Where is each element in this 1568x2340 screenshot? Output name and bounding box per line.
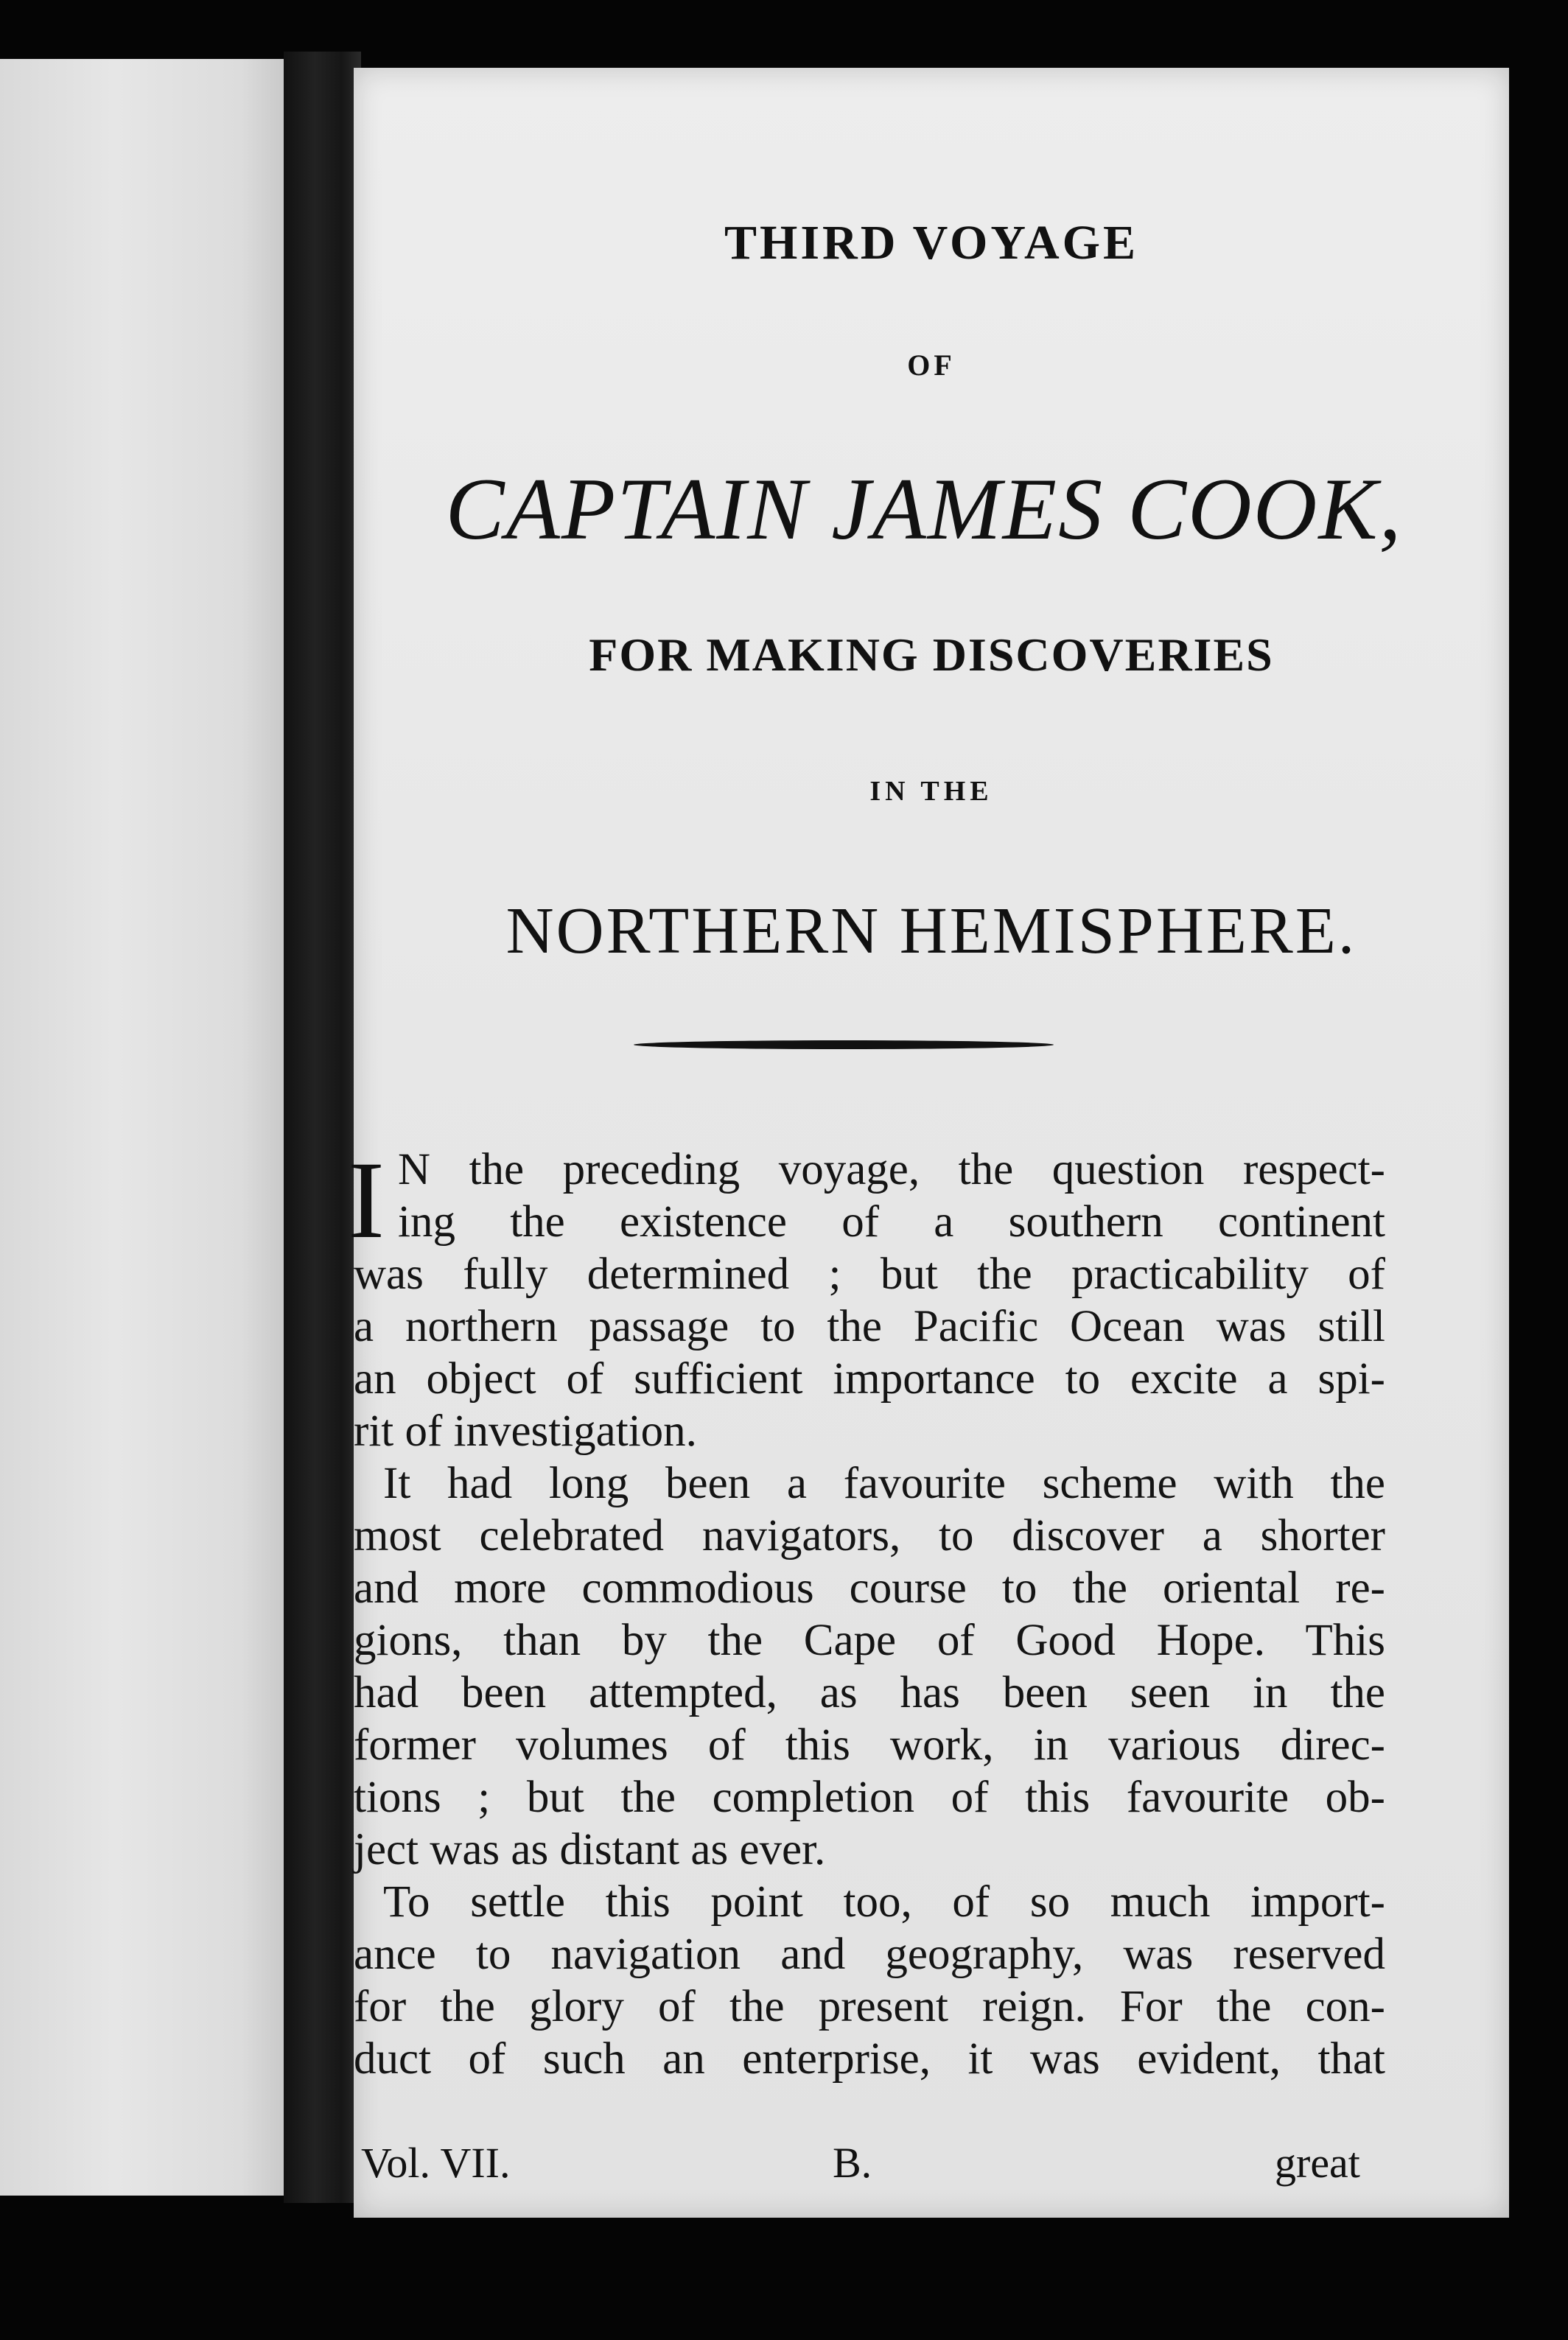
body-line: former volumes of this work, in various direc- — [354, 1720, 1385, 1770]
body-line: To settle this point too, of so much import- — [383, 1877, 1385, 1927]
body-line: an object of sufficient importance to excite a spi- — [354, 1354, 1385, 1404]
title-line-in-the: IN THE — [869, 776, 993, 807]
body-text — [354, 1143, 1385, 2085]
title-line-third-voyage: THIRD VOYAGE — [724, 216, 1138, 270]
body-line: for the glory of the present reign. For the con- — [354, 1982, 1385, 2031]
body-line: had been attempted, as has been seen in the — [354, 1668, 1385, 1717]
page-footer — [354, 2138, 1509, 2197]
page-content — [348, 68, 1509, 2218]
body-line: ance to navigation and geography, was reserved — [354, 1930, 1385, 1979]
decorative-rule — [634, 1040, 1054, 1049]
volume-number: Vol. VII. — [361, 2139, 511, 2187]
right-page — [348, 68, 1509, 2218]
catchword: great — [1275, 2139, 1360, 2187]
body-line: ing the existence of a southern continent — [398, 1197, 1385, 1247]
body-line: rit of investigation. — [354, 1407, 697, 1456]
body-line: a northern passage to the Pacific Ocean was still — [354, 1302, 1385, 1351]
title-line-northern-hemisphere: NORTHERN HEMISPHERE. — [505, 894, 1357, 967]
body-line: It had long been a favourite scheme with the — [383, 1459, 1385, 1508]
left-facing-page — [0, 59, 284, 2196]
body-line: ject was as distant as ever. — [354, 1825, 826, 1874]
title-line-captain-james-cook: CAPTAIN JAMES COOK, — [445, 460, 1403, 558]
book-gutter — [284, 52, 361, 2203]
body-line: most celebrated navigators, to discover a shorter — [354, 1511, 1385, 1560]
drop-cap: I — [348, 1139, 385, 1261]
title-line-of: OF — [907, 348, 956, 382]
body-line: gions, than by the Cape of Good Hope. This — [354, 1616, 1385, 1665]
body-line: and more commodious course to the oriental re- — [354, 1563, 1385, 1613]
body-line: N the preceding voyage, the question respect- — [398, 1145, 1385, 1194]
body-line: tions ; but the completion of this favourite ob- — [354, 1773, 1385, 1822]
signature-mark: B. — [833, 2139, 872, 2187]
body-line: duct of such an enterprise, it was evident, that — [354, 2034, 1385, 2084]
body-line: was fully determined ; but the practicability of — [354, 1250, 1385, 1299]
title-line-for-making-discoveries: FOR MAKING DISCOVERIES — [589, 628, 1274, 681]
